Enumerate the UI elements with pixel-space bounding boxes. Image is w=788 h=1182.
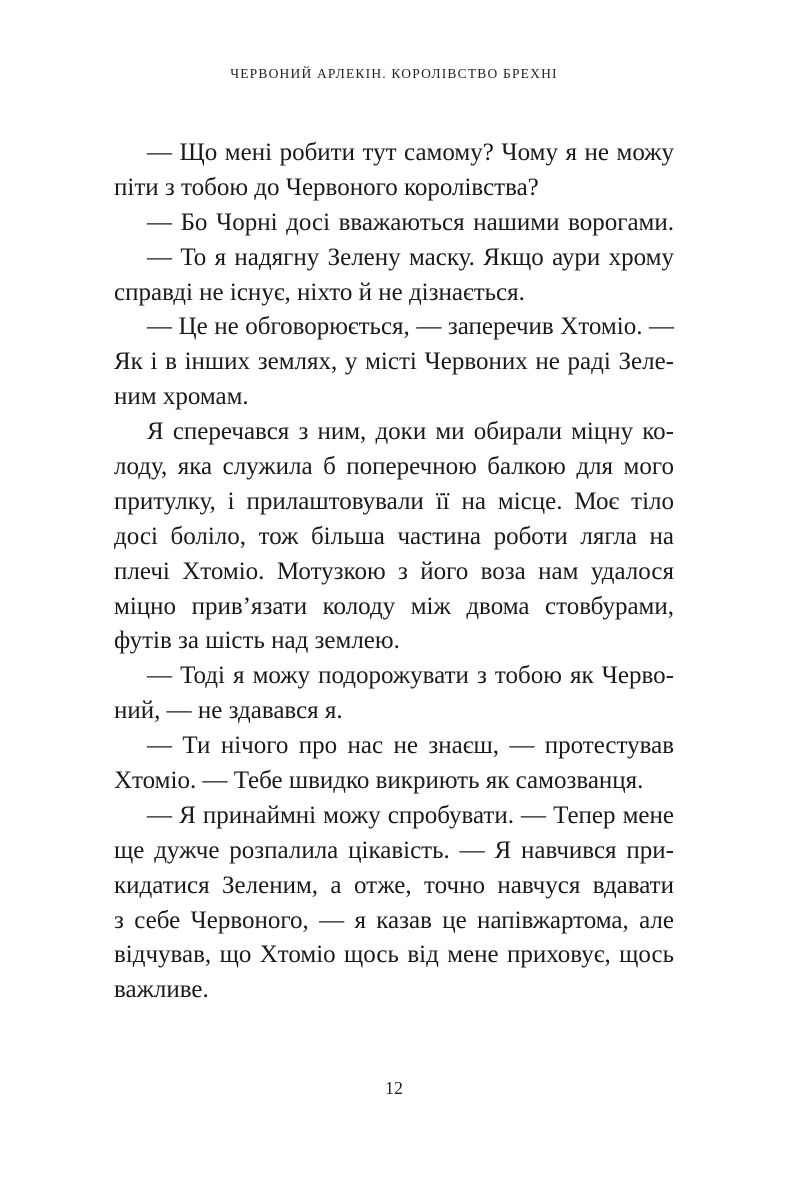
text-line: піти з тобою до Червоного королівства?: [114, 173, 539, 201]
text-line: — Це не обговорюється, — заперечив Хтоміо. —: [147, 313, 674, 341]
text-line: ще дужче розпалила цікавість. — Я навчився при-: [114, 836, 674, 864]
text-line: ний, — не здавався я.: [114, 697, 343, 725]
paragraph: [114, 310, 674, 415]
running-head: ЧЕРВОНИЙ АРЛЕКІН. КОРОЛІВСТВО БРЕХНІ: [230, 66, 558, 81]
paragraph: [114, 659, 674, 729]
text-line: міцно прив’язати колоду між двома стовбурами,: [114, 592, 674, 620]
text-line: футів за шість над землею.: [114, 627, 400, 655]
text-line: — Бо Чорні досі вважаються нашими ворогами.: [147, 208, 674, 236]
paragraph: [114, 729, 674, 799]
paragraph: [114, 799, 674, 1008]
text-line: відчував, що Хтоміо щось від мене приховує, щось: [114, 941, 674, 969]
text-line: досі боліло, тож більша частина роботи лягла на: [114, 522, 674, 550]
paragraph: [114, 241, 674, 311]
text-line: — То я надягну Зелену маску. Якщо аури хрому: [147, 243, 674, 271]
text-line: притулку, і прилаштовували її на місце. Моє тіло: [114, 487, 674, 515]
text-line: плечі Хтоміо. Мотузкою з його воза нам удалося: [114, 557, 674, 585]
text-line: — Тоді я можу подорожувати з тобою як Черво-: [147, 662, 674, 690]
body-text: [114, 136, 674, 1008]
paragraph: [114, 415, 674, 659]
paragraph: [114, 206, 674, 241]
text-line: лоду, яка служила б поперечною балкою для мого: [114, 453, 674, 481]
text-line: кидатися Зеленим, а отже, точно навчуся вдавати: [114, 871, 674, 899]
text-line: важливе.: [114, 976, 209, 1004]
text-line: — Я принаймні можу спробувати. — Тепер мене: [147, 801, 674, 829]
text-line: — Ти нічого про нас не знаєш, — протестував: [147, 732, 674, 760]
text-line: справді не існує, ніхто й не дізнається.: [114, 278, 525, 306]
text-line: Я сперечався з ним, доки ми обирали міцну ко-: [147, 418, 674, 446]
page-number: 12: [385, 1078, 403, 1098]
text-line: з себе Червоного, — я казав це напівжартома, але: [114, 906, 674, 934]
text-line: — Що мені робити тут самому? Чому я не можу: [147, 139, 674, 166]
paragraph: [114, 136, 674, 206]
text-line: ним хромам.: [114, 383, 249, 411]
text-line: Як і в інших землях, у місті Червоних не раді Зеле-: [114, 348, 674, 376]
text-line: Хтоміо. — Тебе швидко викриють як самозванця.: [114, 767, 644, 795]
